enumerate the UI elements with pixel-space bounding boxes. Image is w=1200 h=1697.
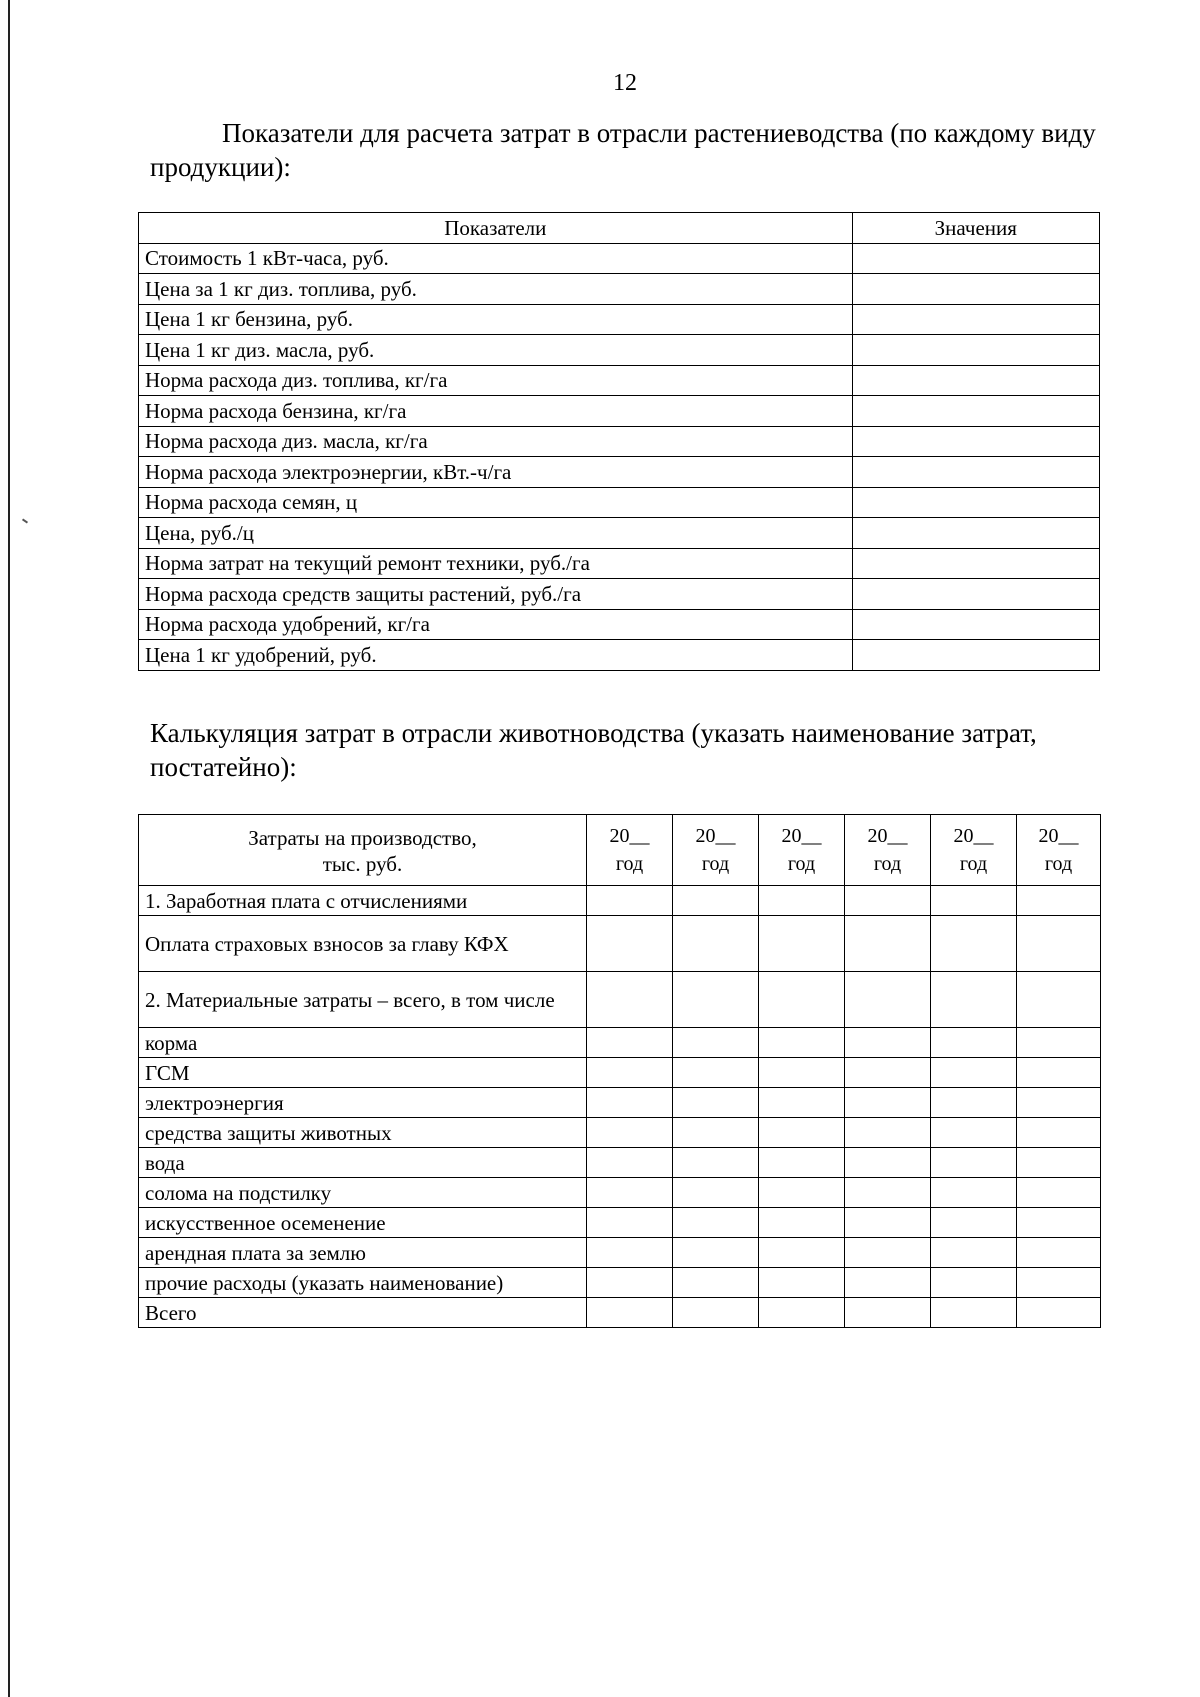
year-value-cell[interactable] (845, 1268, 931, 1298)
column-header-year (759, 815, 845, 886)
year-value-cell[interactable] (931, 1268, 1017, 1298)
table-row (139, 1148, 1101, 1178)
cost-item-label: искусственное осеменение (139, 1208, 587, 1238)
cost-item-label: ГСМ (139, 1058, 587, 1088)
column-header-year (673, 815, 759, 886)
year-prefix: 20__ (609, 825, 650, 847)
year-value-cell[interactable] (845, 1238, 931, 1268)
table-row (139, 457, 1100, 488)
year-prefix: 20__ (867, 825, 908, 847)
year-value-cell[interactable] (587, 1088, 673, 1118)
table-row (139, 972, 1101, 1028)
year-value-cell[interactable] (1017, 1058, 1101, 1088)
cost-item-label: корма (139, 1028, 587, 1058)
year-value-cell[interactable] (759, 1118, 845, 1148)
column-header-year (587, 815, 673, 886)
year-value-cell[interactable] (587, 1058, 673, 1088)
value-cell[interactable] (852, 274, 1099, 305)
year-value-cell[interactable] (845, 972, 931, 1028)
section-heading-text: Калькуляция затрат в отрасли животноводства (указать наименование затрат, постатейно): (150, 718, 1037, 782)
table-row (139, 886, 1101, 916)
table-row (139, 1118, 1101, 1148)
scan-edge-line (8, 0, 10, 1697)
year-value-cell[interactable] (759, 1178, 845, 1208)
indicator-label: Норма расхода диз. топлива, кг/га (139, 365, 853, 396)
table-row (139, 609, 1100, 640)
indicator-label: Стоимость 1 кВт-часа, руб. (139, 243, 853, 274)
year-value-cell[interactable] (673, 1208, 759, 1238)
indicator-label: Норма расхода удобрений, кг/га (139, 609, 853, 640)
indicator-label: Цена 1 кг бензина, руб. (139, 304, 853, 335)
indicator-label: Норма расхода средств защиты растений, руб./га (139, 579, 853, 610)
table-row (139, 274, 1100, 305)
column-header-costs-line1: Затраты на производство, (248, 826, 477, 850)
year-value-cell[interactable] (931, 1058, 1017, 1088)
year-value-cell[interactable] (931, 1088, 1017, 1118)
value-cell[interactable] (852, 548, 1099, 579)
value-cell[interactable] (852, 487, 1099, 518)
year-value-cell[interactable] (931, 972, 1017, 1028)
value-cell[interactable] (852, 243, 1099, 274)
table-row (139, 1088, 1101, 1118)
year-value-cell[interactable] (759, 1238, 845, 1268)
year-value-cell[interactable] (759, 1088, 845, 1118)
table-row (139, 548, 1100, 579)
year-value-cell[interactable] (759, 1058, 845, 1088)
cost-item-label: средства защиты животных (139, 1118, 587, 1148)
year-value-cell[interactable] (845, 886, 931, 916)
cost-item-label: прочие расходы (указать наименование) (139, 1268, 587, 1298)
cost-item-label: вода (139, 1148, 587, 1178)
value-cell[interactable] (852, 640, 1099, 671)
year-value-cell[interactable] (587, 1298, 673, 1328)
year-suffix: год (1044, 853, 1073, 875)
year-value-cell[interactable] (1017, 1298, 1101, 1328)
cost-item-label: Всего (139, 1298, 587, 1328)
section-heading-livestock-costs (150, 716, 1100, 784)
year-value-cell[interactable] (845, 1118, 931, 1148)
table-row (139, 518, 1100, 549)
cost-item-label: 2. Материальные затраты – всего, в том числе (139, 972, 587, 1028)
year-value-cell[interactable] (1017, 1148, 1101, 1178)
year-value-cell[interactable] (759, 1208, 845, 1238)
table-row (139, 487, 1100, 518)
scan-artifact-mark (22, 518, 28, 523)
table-row (139, 335, 1100, 366)
cost-item-label: солома на подстилку (139, 1178, 587, 1208)
year-value-cell[interactable] (1017, 1208, 1101, 1238)
livestock-costs-table (138, 814, 1101, 1328)
year-value-cell[interactable] (1017, 1268, 1101, 1298)
year-value-cell[interactable] (587, 972, 673, 1028)
year-value-cell[interactable] (673, 886, 759, 916)
year-value-cell[interactable] (587, 1118, 673, 1148)
year-value-cell[interactable] (1017, 916, 1101, 972)
value-cell[interactable] (852, 304, 1099, 335)
table-row (139, 1178, 1101, 1208)
table-row (139, 243, 1100, 274)
indicator-label: Цена 1 кг диз. масла, руб. (139, 335, 853, 366)
value-cell[interactable] (852, 518, 1099, 549)
year-value-cell[interactable] (845, 1088, 931, 1118)
table-row (139, 426, 1100, 457)
table-row (139, 304, 1100, 335)
year-value-cell[interactable] (931, 1208, 1017, 1238)
page-number: 12 (613, 70, 637, 96)
year-value-cell[interactable] (759, 1028, 845, 1058)
table-row (139, 640, 1100, 671)
column-header-year (1017, 815, 1101, 886)
year-value-cell[interactable] (845, 1298, 931, 1328)
value-cell[interactable] (852, 609, 1099, 640)
cost-item-label: электроэнергия (139, 1088, 587, 1118)
year-value-cell[interactable] (587, 1148, 673, 1178)
year-prefix: 20__ (695, 825, 736, 847)
year-value-cell[interactable] (587, 886, 673, 916)
year-value-cell[interactable] (1017, 1238, 1101, 1268)
year-value-cell[interactable] (673, 972, 759, 1028)
table-row (139, 1058, 1101, 1088)
table-header-row (139, 213, 1100, 244)
year-value-cell[interactable] (845, 1178, 931, 1208)
year-value-cell[interactable] (759, 1298, 845, 1328)
year-value-cell[interactable] (673, 1118, 759, 1148)
year-prefix: 20__ (1038, 825, 1079, 847)
table-row (139, 365, 1100, 396)
indicator-label: Норма расхода электроэнергии, кВт.-ч/га (139, 457, 853, 488)
year-value-cell[interactable] (759, 1148, 845, 1178)
column-header-values: Значения (852, 213, 1099, 244)
year-value-cell[interactable] (587, 1238, 673, 1268)
column-header-year (845, 815, 931, 886)
year-value-cell[interactable] (587, 1208, 673, 1238)
year-value-cell[interactable] (673, 1028, 759, 1058)
year-suffix: год (959, 853, 988, 875)
year-value-cell[interactable] (673, 1298, 759, 1328)
column-header-year (931, 815, 1017, 886)
year-value-cell[interactable] (673, 916, 759, 972)
year-value-cell[interactable] (673, 1268, 759, 1298)
value-cell[interactable] (852, 457, 1099, 488)
year-value-cell[interactable] (931, 1238, 1017, 1268)
year-value-cell[interactable] (1017, 886, 1101, 916)
table-row (139, 1238, 1101, 1268)
year-value-cell[interactable] (931, 916, 1017, 972)
year-value-cell[interactable] (673, 1088, 759, 1118)
column-header-costs-line2: тыс. руб. (322, 852, 403, 876)
year-value-cell[interactable] (931, 1028, 1017, 1058)
year-value-cell[interactable] (673, 1058, 759, 1088)
year-value-cell[interactable] (845, 1208, 931, 1238)
year-suffix: год (787, 853, 816, 875)
year-value-cell[interactable] (845, 916, 931, 972)
year-value-cell[interactable] (931, 1148, 1017, 1178)
table-row (139, 1298, 1101, 1328)
year-value-cell[interactable] (759, 1268, 845, 1298)
cost-item-label: 1. Заработная плата с отчислениями (139, 886, 587, 916)
table-row (139, 1268, 1101, 1298)
year-value-cell[interactable] (759, 916, 845, 972)
indicator-label: Норма затрат на текущий ремонт техники, руб./га (139, 548, 853, 579)
year-suffix: год (615, 853, 644, 875)
table-row (139, 916, 1101, 972)
indicator-label: Цена 1 кг удобрений, руб. (139, 640, 853, 671)
year-value-cell[interactable] (673, 1148, 759, 1178)
year-value-cell[interactable] (1017, 1028, 1101, 1058)
cost-item-label: арендная плата за землю (139, 1238, 587, 1268)
indicator-label: Норма расхода семян, ц (139, 487, 853, 518)
year-prefix: 20__ (781, 825, 822, 847)
table-row (139, 1028, 1101, 1058)
year-value-cell[interactable] (1017, 1088, 1101, 1118)
year-value-cell[interactable] (931, 1118, 1017, 1148)
year-suffix: год (873, 853, 902, 875)
year-value-cell[interactable] (759, 886, 845, 916)
year-value-cell[interactable] (845, 1148, 931, 1178)
year-value-cell[interactable] (931, 1298, 1017, 1328)
table-row (139, 396, 1100, 427)
value-cell[interactable] (852, 579, 1099, 610)
year-suffix: год (701, 853, 730, 875)
year-value-cell[interactable] (759, 972, 845, 1028)
table-row (139, 1208, 1101, 1238)
value-cell[interactable] (852, 396, 1099, 427)
year-value-cell[interactable] (845, 1028, 931, 1058)
section-heading-text: Показатели для расчета затрат в отрасли растениеводства (по каждому виду продукции): (150, 118, 1096, 182)
year-value-cell[interactable] (1017, 972, 1101, 1028)
year-value-cell[interactable] (1017, 1178, 1101, 1208)
year-value-cell[interactable] (587, 1178, 673, 1208)
section-heading-crop-indicators (150, 116, 1100, 184)
column-header-indicators: Показатели (139, 213, 853, 244)
year-value-cell[interactable] (1017, 1118, 1101, 1148)
column-header-costs (139, 815, 587, 886)
crop-indicators-table (138, 212, 1100, 671)
value-cell[interactable] (852, 365, 1099, 396)
value-cell[interactable] (852, 335, 1099, 366)
year-value-cell[interactable] (845, 1058, 931, 1088)
table-row (139, 579, 1100, 610)
indicator-label: Цена, руб./ц (139, 518, 853, 549)
year-value-cell[interactable] (673, 1238, 759, 1268)
indicator-label: Норма расхода диз. масла, кг/га (139, 426, 853, 457)
year-value-cell[interactable] (931, 1178, 1017, 1208)
year-value-cell[interactable] (673, 1178, 759, 1208)
year-value-cell[interactable] (587, 1268, 673, 1298)
indicator-label: Цена за 1 кг диз. топлива, руб. (139, 274, 853, 305)
year-value-cell[interactable] (931, 886, 1017, 916)
indicator-label: Норма расхода бензина, кг/га (139, 396, 853, 427)
value-cell[interactable] (852, 426, 1099, 457)
year-value-cell[interactable] (587, 916, 673, 972)
table-header-row (139, 815, 1101, 886)
year-prefix: 20__ (953, 825, 994, 847)
cost-item-label: Оплата страховых взносов за главу КФХ (139, 916, 587, 972)
year-value-cell[interactable] (587, 1028, 673, 1058)
